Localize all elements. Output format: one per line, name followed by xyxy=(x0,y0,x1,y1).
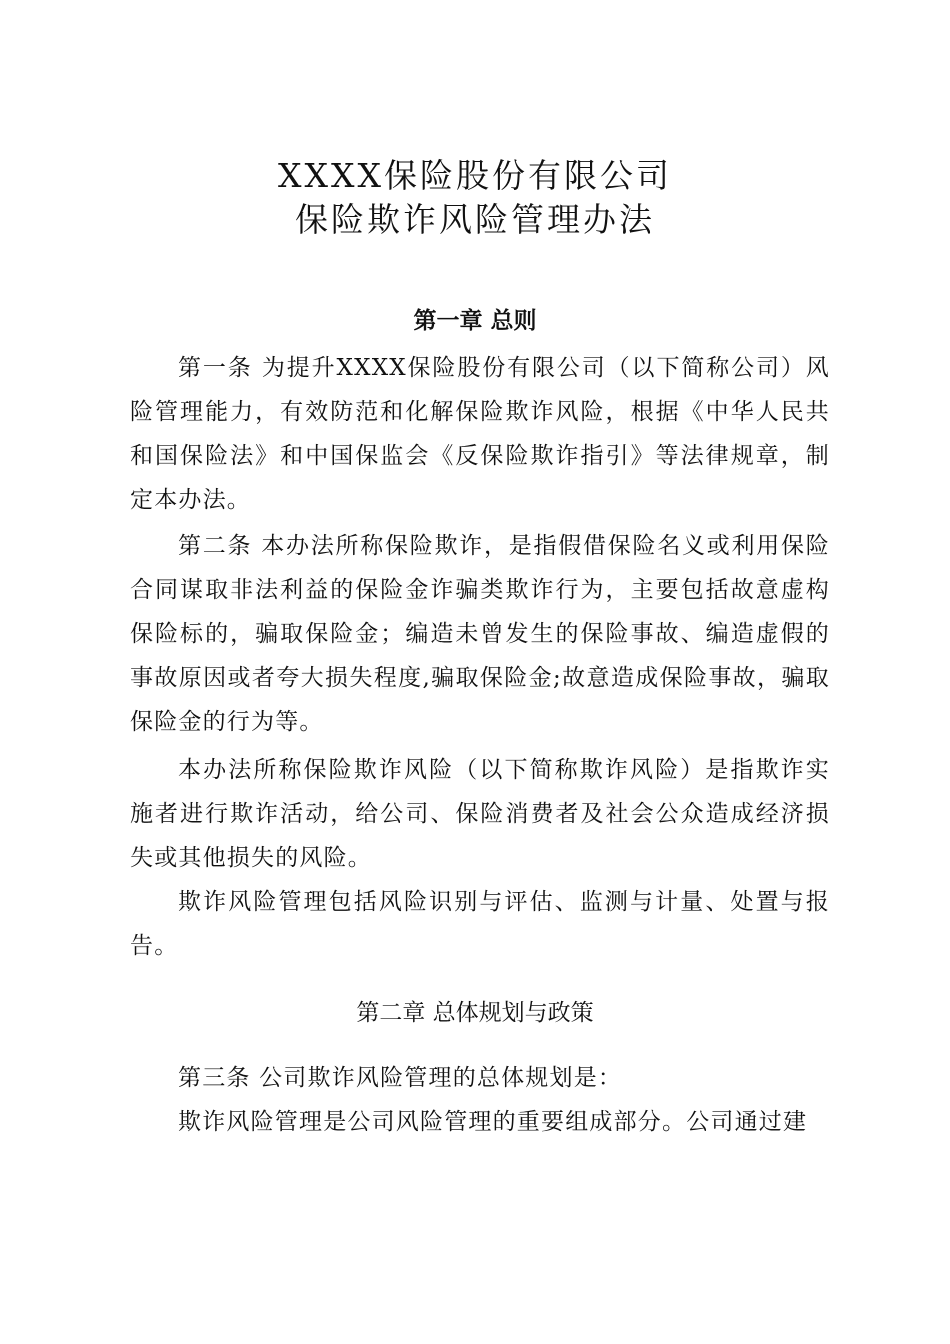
fraud-risk-management-paragraph: 欺诈风险管理包括风险识别与评估、监测与计量、处置与报告。 xyxy=(130,889,830,959)
document-title-regulation: 保险欺诈风险管理办法 xyxy=(295,200,655,239)
chapter-1-heading: 第一章 总则 xyxy=(413,308,537,334)
chapter-2-heading: 第二章 总体规划与政策 xyxy=(356,1000,594,1026)
overall-plan-paragraph: 欺诈风险管理是公司风险管理的重要组成部分。公司通过建 xyxy=(178,1109,808,1135)
document-title-company: XXXX保险股份有限公司 xyxy=(278,156,672,195)
article-3-paragraph: 第三条 公司欺诈风险管理的总体规划是： xyxy=(178,1065,623,1091)
article-1-paragraph: 第一条 为提升XXXX保险股份有限公司（以下简称公司）风险管理能力，有效防范和化解保险欺诈风险，根据《中华人民共和国保险法》和中国保监会《反保险欺诈指引》等法律规章，制定本办法。 xyxy=(130,355,830,513)
article-2-paragraph: 第二条 本办法所称保险欺诈，是指假借保险名义或利用保险合同谋取非法利益的保险金诈骗类欺诈行为，主要包括故意虚构保险标的，骗取保险金；编造未曾发生的保险事故、编造虚假的事故原因或者夸大损失程度,骗取保险金;故意造成保险事故，骗取保险金的行为等。 xyxy=(130,533,830,735)
fraud-risk-definition-paragraph: 本办法所称保险欺诈风险（以下简称欺诈风险）是指欺诈实施者进行欺诈活动，给公司、保险消费者及社会公众造成经济损失或其他损失的风险。 xyxy=(130,757,830,871)
